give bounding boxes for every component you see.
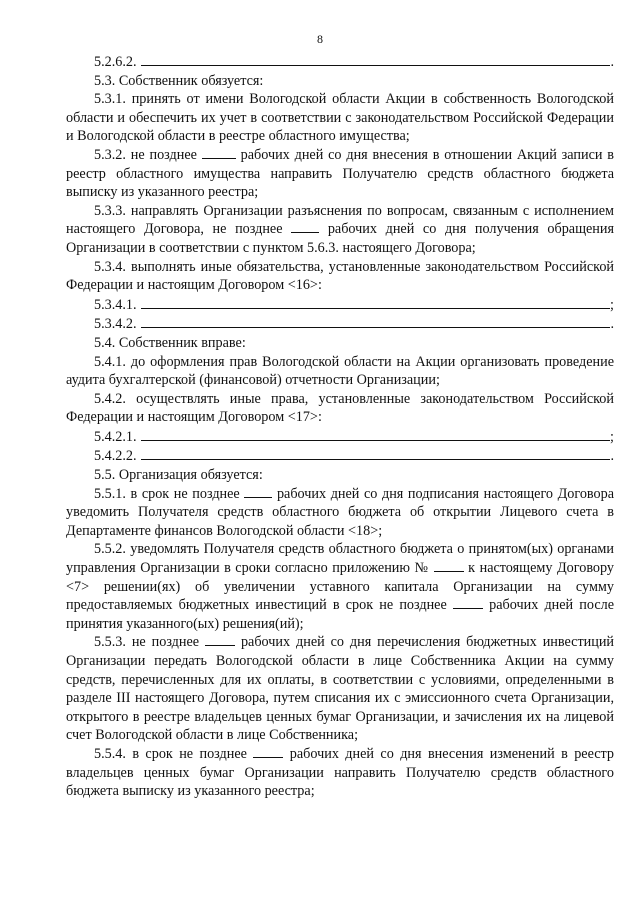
blank-days	[291, 220, 319, 233]
clause-5-5-3	[66, 633, 614, 745]
blank-days	[253, 745, 283, 758]
item-number: 5.3.4.2.	[94, 316, 137, 333]
section-5-4-heading: 5.4. Собственник вправе:	[94, 334, 246, 351]
clause-text: 5.5.2. уведомлять Получателя средств областного бюджета о принятом(ых) органами управления Организации в сроки согласно приложению №	[66, 541, 614, 577]
blank-days	[205, 633, 235, 646]
clause-5-3-3	[66, 202, 614, 258]
item-number: 5.3.4.1.	[94, 296, 137, 313]
section-5-3-heading: 5.3. Собственник обязуется:	[94, 72, 264, 89]
clause-text: рабочих дней со дня внесения в отношении Акций записи в реестр областного имущества направить Получателю средств областного бюджета выписку из указанного реестра;	[66, 146, 615, 201]
clause-text: рабочих дней со дня перечисления бюджетных инвестиций Организации передать Вологодской области в лице Собственника Акции на сумму средств, перечисленных для их оплаты, в соответствии с условиями, определенными в разделе III настоящего Договора, путем списания их с эмиссионного счета Организации, открытого в реестре владельцев ценных бумаг Организации, и зачисления их на лицевой счет Вологодской области в лице Собственника;	[66, 634, 615, 744]
clause-text: рабочих дней со дня подписания настоящего Договора уведомить Получателя средств областного бюджета об открытии Лицевого счета в Департаменте финансов Вологодской области <18>;	[66, 485, 615, 539]
blank-days	[453, 596, 483, 609]
blank-line	[141, 446, 611, 460]
clause-5-5-4	[66, 745, 614, 801]
page-number: 8	[317, 32, 323, 46]
clause-text: 5.3.3. направлять Организации разъяснения по вопросам, связанным с исполнением настоящего Договора, не позднее	[66, 202, 614, 238]
blank-line	[141, 427, 610, 441]
blank-days	[244, 485, 272, 498]
clause-text: рабочих дней после принятия указанного(ых) решения(ий);	[66, 597, 615, 632]
document-body	[66, 52, 614, 801]
fill-line-5-3-4-1	[66, 295, 614, 315]
blank-appendix-number	[434, 559, 464, 572]
clause-text: рабочих дней со дня внесения изменений в реестр владельцев ценных бумаг Организации направить Получателю средств областного бюджета выписку из указанного реестра;	[66, 745, 615, 800]
blank-days	[202, 146, 236, 159]
clause-5-5-2	[66, 540, 614, 633]
blank-line	[141, 295, 610, 309]
clause-text: 5.5.1. в срок не позднее	[94, 485, 240, 502]
clause-text: 5.5.4. в срок не позднее	[94, 745, 247, 762]
clause-5-5-1	[66, 485, 614, 541]
section-5-5-heading: 5.5. Организация обязуется:	[94, 467, 263, 484]
line-end-mark: .	[610, 54, 614, 70]
fill-line-5-3-4-2	[66, 314, 614, 334]
item-number: 5.2.6.2.	[94, 54, 137, 70]
fill-line-5-4-2-1	[66, 427, 614, 447]
line-end-mark: .	[610, 448, 614, 465]
clause-text: 5.5.3. не позднее	[94, 634, 200, 651]
line-end-mark: .	[610, 316, 614, 333]
clause-text: к настоящему Договору <7> решении(ях) об увеличении уставного капитала Организации на сумму предоставляемых бюджетных инвестиций в срок не позднее	[66, 560, 615, 614]
line-end-mark: ;	[610, 428, 614, 445]
blank-line	[141, 314, 611, 328]
clause-5-3-2	[66, 146, 614, 202]
item-number: 5.4.2.2.	[94, 448, 137, 465]
fill-line-5-2-6-2	[66, 52, 614, 72]
clause-text: рабочих дней со дня получения обращения Организации в соответствии с пунктом 5.6.3. настоящего Договора;	[66, 221, 615, 256]
item-number: 5.4.2.1.	[94, 428, 137, 445]
clause-text: 5.3.2. не позднее	[94, 146, 197, 163]
clause-5-3-4: 5.3.4. выполнять иные обязательства, установленные законодательством Российской Федерации и настоящим Договором <16>:	[66, 258, 614, 294]
clause-5-4-2: 5.4.2. осуществлять иные права, установленные законодательством Российской Федерации и настоящим Договором <17>:	[66, 390, 614, 426]
fill-line-5-4-2-2	[66, 446, 614, 466]
clause-5-3-1: 5.3.1. принять от имени Вологодской области Акции в собственность Вологодской области и обеспечить их учет в соответствии с законодательством Российской Федерации и Вологодской области в реестре областного имущества;	[66, 91, 614, 145]
blank-line	[141, 52, 611, 66]
line-end-mark: ;	[610, 296, 614, 313]
clause-5-4-1: 5.4.1. до оформления прав Вологодской области на Акции организовать проведение аудита бухгалтерской (финансовой) отчетности Организации;	[66, 353, 614, 389]
